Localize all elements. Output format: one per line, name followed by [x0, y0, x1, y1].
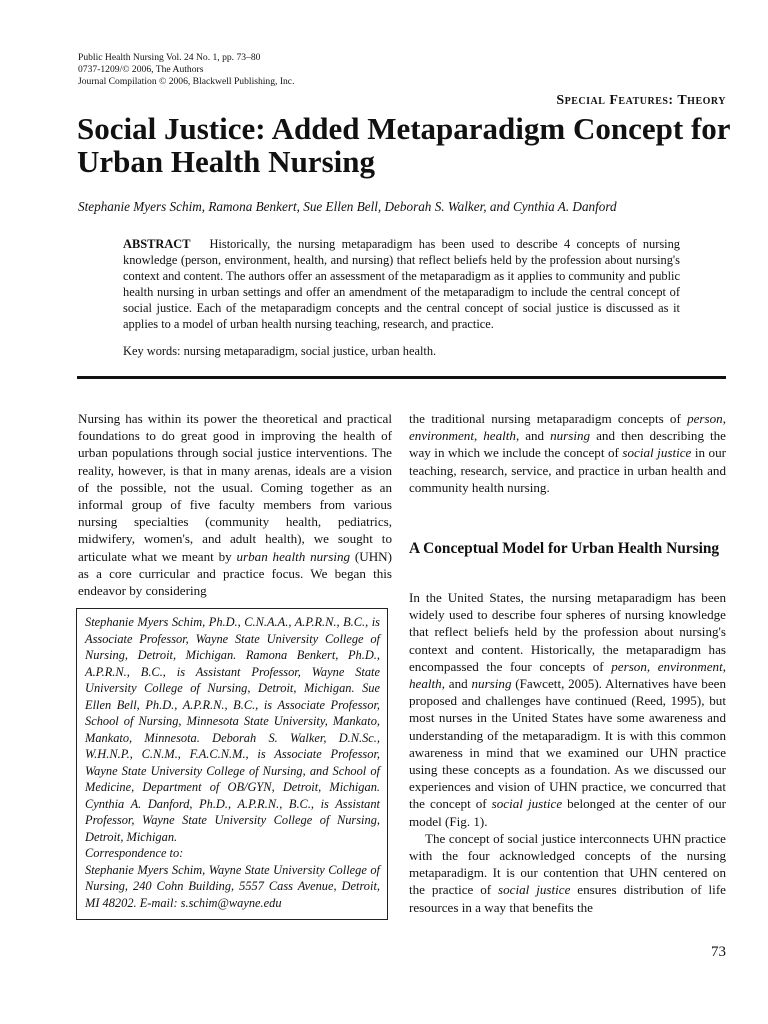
emphasis-term: environment: [409, 428, 474, 444]
section-heading: A Conceptual Model for Urban Health Nursing: [409, 540, 720, 557]
masthead-citation: Public Health Nursing Vol. 24 No. 1, pp. 73–80: [78, 52, 261, 63]
emphasis-term: environment: [657, 658, 723, 674]
body-paragraph: [409, 830, 726, 916]
emphasis-term: urban health nursing: [236, 548, 351, 564]
text-run: ,: [722, 658, 726, 674]
emphasis-term: social justice: [498, 882, 571, 898]
author-footnote-box: [76, 608, 388, 920]
text-run: Nursing has within its power the theoretical and practical foundations to do great good in improving the health of urban populations through social justice interventions. The reality, however, is that in many arenas, ideals are a vision of the possible, not the usual. Coming together as an informal group of five faculty members from various nursing specialties (community health, pediatrics, midwifery, women's, and adult health), we sought to articulate what we meant by: [78, 411, 392, 564]
emphasis-term: nursing: [471, 676, 512, 692]
emphasis-term: health: [409, 676, 442, 692]
masthead-copyright: 0737-1209/© 2006, The Authors: [78, 63, 204, 75]
abstract-heading: ABSTRACT: [123, 237, 191, 251]
author-affiliations: Stephanie Myers Schim, Ph.D., C.N.A.A., A.P.R.N., B.C., is Associate Professor, Wayne State University College of Nursing, Detroit, Michigan. Ramona Benkert, Ph.D., A.P.R.N., B.C., is Assistant Professor, Wayne State University College of Nursing, Detroit, Michigan. Sue Ellen Bell, Ph.D., A.P.R.N., B.C., is Associate Professor, School of Nursing, Minnesota State University, Mankato, Mankato, Minnesota. Deborah S. Walker, D.N.Sc., W.H.N.P., C.N.M., F.A.C.N.M., is Associate Professor, Wayne State University College of Nursing, and School of Medicine, Department of OB/GYN, Detroit, Michigan. Cynthia A. Danford, Ph.D., A.P.R.N., B.C., is Assistant Professor, Wayne State University College of Nursing, Detroit, Michigan.: [85, 615, 380, 844]
text-run: in our teaching, research, service, and practice in urban health and community health nursing.: [409, 445, 726, 495]
correspondence-label: Correspondence to:: [85, 846, 184, 860]
intro-paragraph: [78, 410, 392, 599]
page-number: 73: [711, 944, 726, 960]
right-column-intro: [409, 410, 726, 496]
emphasis-term: social justice: [491, 796, 563, 812]
abstract: [123, 236, 680, 332]
emphasis-term: health: [483, 428, 516, 444]
emphasis-term: nursing: [550, 428, 591, 444]
text-run: and then describing the way in which we include the concept of: [409, 428, 726, 461]
text-run: ,: [473, 428, 484, 444]
keywords: Key words: nursing metaparadigm, social justice, urban health.: [123, 344, 437, 358]
text-run: the traditional nursing metaparadigm concepts of: [409, 411, 688, 426]
right-column-body: [409, 589, 726, 916]
text-run: In the United States, the nursing metaparadigm has been widely used to describe four spheres of nursing knowledge that reflect beliefs held by the profession about nursing's context and content. Historically, the metaparadigm has encompassed the four concepts of: [409, 590, 726, 674]
emphasis-term: person: [687, 411, 723, 426]
text-run: ,: [722, 411, 726, 426]
text-run: ,: [646, 658, 658, 674]
abstract-text: Historically, the nursing metaparadigm has been used to describe 4 concepts of nursing knowledge (person, environment, health, and nursing) that reflect beliefs held by the profession about nursing's context and content. The authors offer an assessment of the metaparadigm as it applies to community and public health nursing in urban settings and offer an amendment of the metaparadigm to include the central concept of social justice. Each of the metaparadigm concepts and the central concept of social justice is discussed as it applies to a model of urban health nursing teaching, research, and practice.: [123, 237, 681, 331]
text-run: (UHN) as a core curricular and practice focus. We began this endeavor by considering: [78, 548, 392, 599]
article-title: Social Justice: Added Metaparadigm Concept for Urban Health Nursing: [77, 111, 730, 179]
body-paragraph: [409, 589, 726, 830]
section-label: Special Features: Theory: [556, 93, 726, 108]
text-run: ensures distribution of life resources in a way that benefits the: [409, 882, 726, 915]
correspondence-address: Stephanie Myers Schim, Wayne State University College of Nursing, 240 Cohn Building, 5557 Cass Avenue, Detroit, MI 48202. E-mail: s.schim@wayne.edu: [85, 862, 380, 910]
emphasis-term: person: [611, 658, 647, 674]
intro-continuation: [409, 410, 726, 496]
text-run: The concept of social justice interconnects UHN practice with the four acknowledged concepts of the nursing metaparadigm. It is our contention that UHN centered on the practice of: [409, 830, 726, 898]
text-run: belonged at the center of our model (Fig. 1).: [409, 796, 726, 829]
author-list: Stephanie Myers Schim, Ramona Benkert, Sue Ellen Bell, Deborah S. Walker, and Cynthia A. Danford: [78, 199, 617, 214]
text-run: , and: [515, 428, 551, 444]
text-run: , and: [441, 676, 472, 692]
text-run: (Fawcett, 2005). Alternatives have been proposed and challenges have continued (Reed, 1995), but most nurses in the United States have some awareness and understanding of the metaparadigm. It is with this common awareness in mind that we examined our UHN practice using these concepts as a foundation. As we discussed our experiences and vision of UHN practice, we concurred that the concept of: [409, 676, 726, 812]
masthead-compilation: Journal Compilation © 2006, Blackwell Publishing, Inc.: [78, 75, 295, 87]
left-column: [78, 410, 392, 599]
journal-masthead: [78, 52, 294, 87]
emphasis-term: social justice: [622, 445, 692, 461]
section-divider: [77, 376, 726, 379]
